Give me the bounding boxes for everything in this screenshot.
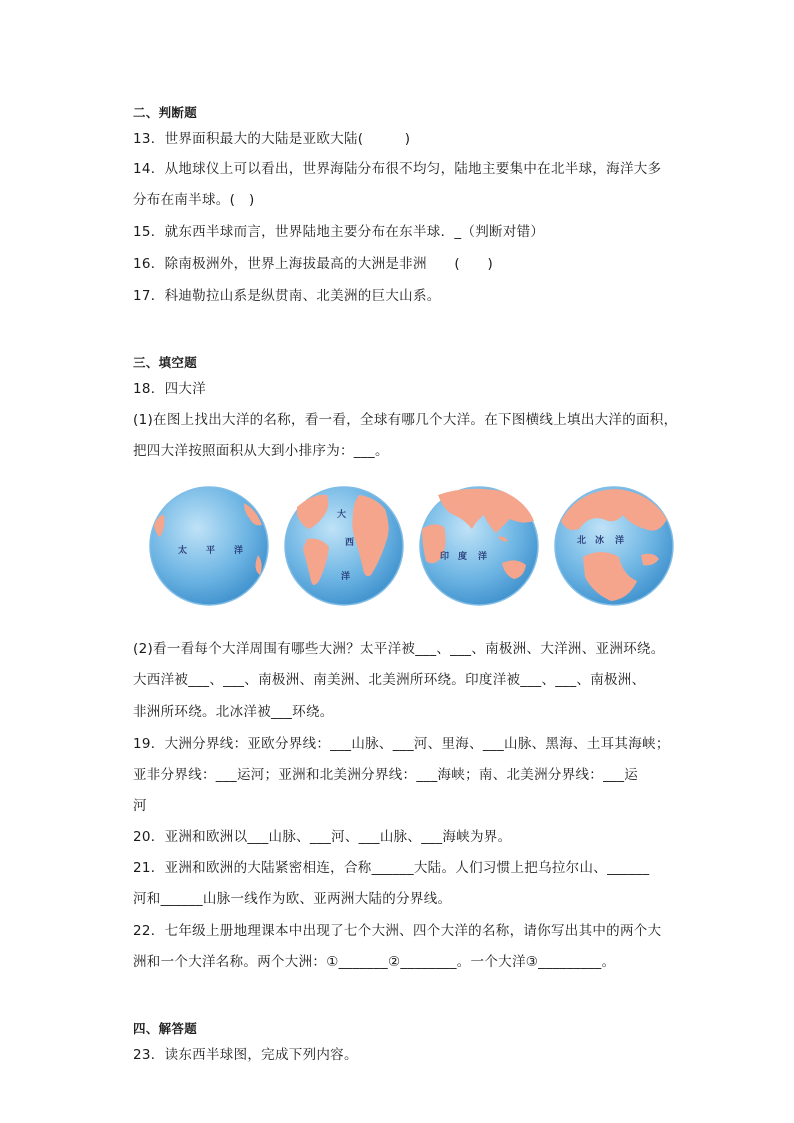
section-3-heading: 三、填空题 xyxy=(133,355,198,370)
question-13: 13．世界面积最大的大陆是亚欧大陆( ) xyxy=(133,131,411,147)
globe-2-label-2: 西 xyxy=(345,538,355,548)
question-14-line-1: 14．从地球仪上可以看出，世界海陆分布很不均匀，陆地主要集中在北半球，海洋大多 xyxy=(133,161,662,177)
section-4-heading: 四、解答题 xyxy=(133,1021,198,1036)
atlantic-ocean-globe xyxy=(283,485,405,607)
globe-3-label-3: 洋 xyxy=(478,552,488,562)
question-19-line-1: 19．大洲分界线：亚欧分界线：___山脉、___河、里海、___山脉、黑海、土耳其海峡； xyxy=(133,736,670,752)
question-18-2-line-3: 非洲所环绕。北冰洋被___环绕。 xyxy=(133,704,334,720)
question-18-2-line-1: (2)看一看每个大洋周围有哪些大洲？太平洋被___、___、南极洲、大洋洲、亚洲环绕。 xyxy=(133,641,665,657)
pacific-ocean-globe xyxy=(148,485,270,607)
arctic-ocean-globe xyxy=(553,485,675,607)
question-23: 23．读东西半球图，完成下列内容。 xyxy=(133,1047,358,1063)
question-22-line-1: 22．七年级上册地理课本中出现了七个大洲、四个大洋的名称，请你写出其中的两个大 xyxy=(133,923,662,939)
question-18-1-line-2: 把四大洋按照面积从大到小排序为：___。 xyxy=(133,443,389,459)
question-20: 20．亚洲和欧洲以___山脉、___河、___山脉、___海峡为界。 xyxy=(133,829,512,845)
question-19-line-3: 河 xyxy=(133,798,147,814)
globe-3-label-1: 印 xyxy=(440,552,450,562)
question-21-line-1: 21．亚洲和欧洲的大陆紧密相连，合称______大陆。人们习惯上把乌拉尔山、______ xyxy=(133,860,650,876)
question-18-1-line-1: (1)在图上找出大洋的名称，看一看，全球有哪几个大洋。在下图横线上填出大洋的面积， xyxy=(133,412,678,428)
question-22-line-2: 洲和一个大洋名称。两个大洲：①_______②________。一个大洋③_________。 xyxy=(133,954,616,970)
question-18-2-line-2: 大西洋被___、___、南极洲、南美洲、北美洲所环绕。印度洋被___、___、南极洲、 xyxy=(133,672,646,688)
globe-1-label-1: 太 xyxy=(178,546,188,556)
question-14-line-2: 分布在南半球。( ) xyxy=(133,192,255,208)
question-16: 16．除南极洲外，世界上海拔最高的大洲是非洲 ( ) xyxy=(133,256,494,272)
question-18: 18．四大洋 xyxy=(133,381,206,397)
question-19-line-2: 亚非分界线：___运河；亚洲和北美洲分界线：___海峡；南、北美洲分界线：___运 xyxy=(133,767,639,783)
question-15: 15．就东西半球而言，世界陆地主要分布在东半球．_（判断对错） xyxy=(133,224,545,240)
globe-4-label-1: 北 xyxy=(577,536,587,546)
section-2-heading: 二、判断题 xyxy=(133,105,198,120)
globe-4-label-3: 洋 xyxy=(615,536,625,546)
four-oceans-figure xyxy=(148,485,658,615)
indian-ocean-globe xyxy=(418,485,540,607)
question-17: 17．科迪勒拉山系是纵贯南、北美洲的巨大山系。 xyxy=(133,288,441,304)
question-21-line-2: 河和______山脉一线作为欧、亚两洲大陆的分界线。 xyxy=(133,891,452,907)
globe-4-label-2: 冰 xyxy=(595,536,605,546)
globe-1-label-3: 洋 xyxy=(234,546,244,556)
globe-3-label-2: 度 xyxy=(458,552,468,562)
globe-2-label-1: 大 xyxy=(337,510,347,520)
globe-2-label-3: 洋 xyxy=(341,572,351,582)
globe-1-label-2: 平 xyxy=(206,546,216,556)
